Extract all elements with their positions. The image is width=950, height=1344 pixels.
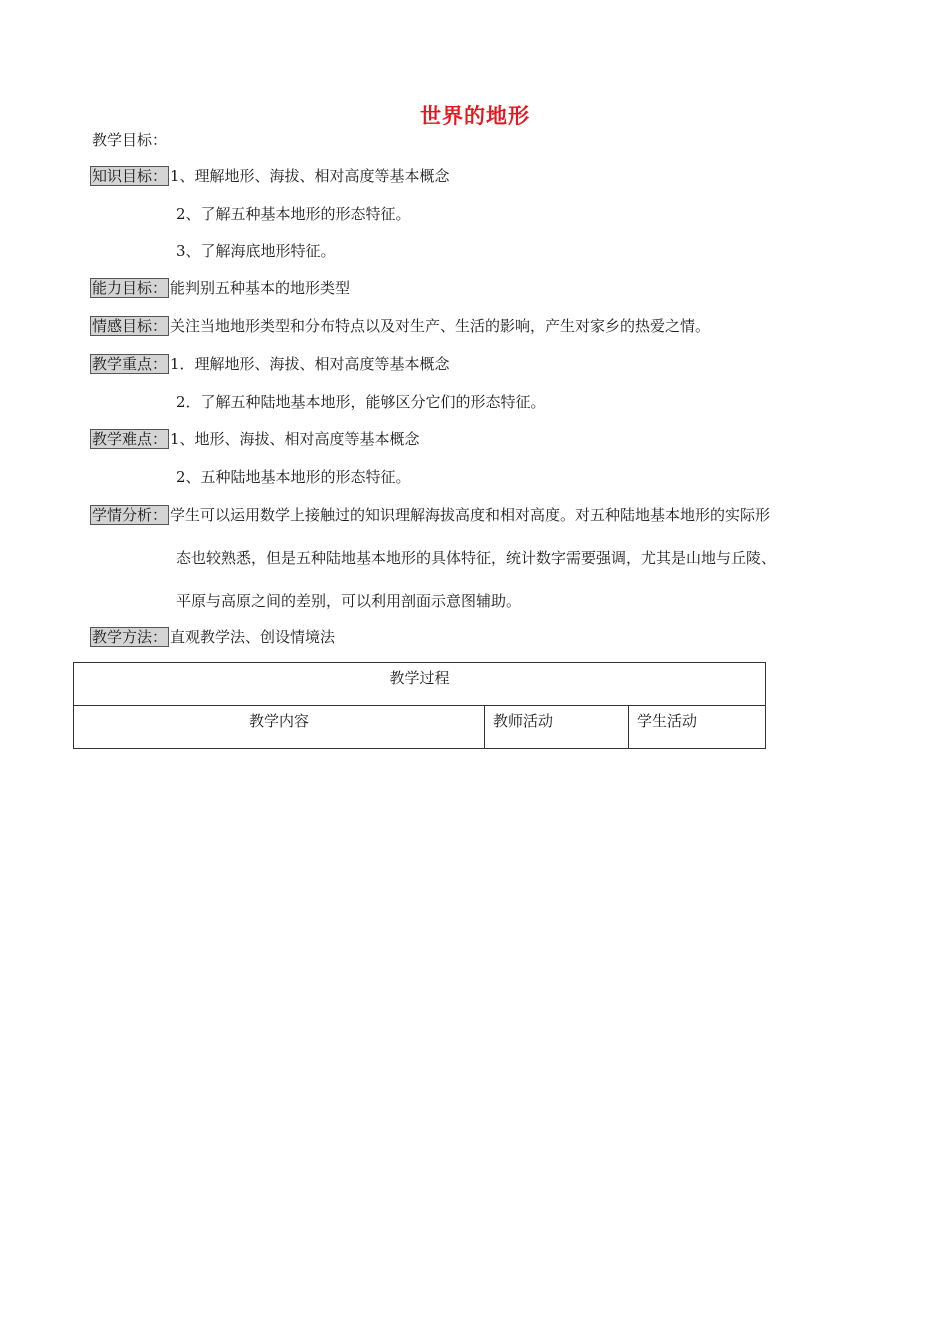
knowledge-goal-row (90, 166, 450, 186)
analysis-row (90, 505, 770, 525)
analysis-line: 态也较熟悉，但是五种陆地基本地形的具体特征，统计数字需要强调，尤其是山地与丘陵、 (176, 549, 777, 567)
knowledge-goal-label: 知识目标： (92, 167, 168, 185)
difficulties-row (90, 429, 420, 449)
column-teaching-content: 教学内容 (74, 706, 485, 749)
emotion-goal-label: 情感目标： (92, 317, 168, 335)
knowledge-goal-item: 1、理解地形、海拔、相对高度等基本概念 (170, 167, 450, 185)
table-columns-row (74, 706, 766, 749)
analysis-line: 学生可以运用数学上接触过的知识理解海拔高度和相对高度。对五种陆地基本地形的实际形 (170, 506, 771, 524)
method-text: 直观教学法、创设情境法 (170, 628, 336, 646)
teaching-process-table (73, 662, 766, 749)
key-points-row (90, 354, 450, 374)
analysis-line: 平原与高原之间的差别，可以利用剖面示意图辅助。 (176, 592, 522, 610)
column-teacher-activity: 教师活动 (485, 706, 629, 749)
difficulty-item: 1、地形、海拔、相对高度等基本概念 (170, 430, 420, 448)
key-point-item: 1．理解地形、海拔、相对高度等基本概念 (170, 355, 450, 373)
column-student-activity: 学生活动 (629, 706, 766, 749)
table-header-row (74, 663, 766, 706)
emotion-goal-text: 关注当地地形类型和分布特点以及对生产、生活的影响，产生对家乡的热爱之情。 (170, 317, 711, 335)
analysis-label: 学情分析： (92, 506, 168, 524)
knowledge-goal-item: 3、了解海底地形特征。 (176, 242, 336, 260)
page-title: 世界的地形 (420, 104, 530, 128)
emotion-goal-row (90, 316, 710, 336)
knowledge-goal-item: 2、了解五种基本地形的形态特征。 (176, 205, 411, 223)
difficulty-item: 2、五种陆地基本地形的形态特征。 (176, 468, 411, 486)
key-points-label: 教学重点： (92, 355, 168, 373)
ability-goal-row (90, 278, 350, 298)
difficulties-label: 教学难点： (92, 430, 168, 448)
method-row (90, 627, 335, 647)
ability-goal-text: 能判别五种基本的地形类型 (170, 279, 351, 297)
method-label: 教学方法： (92, 628, 168, 646)
ability-goal-label: 能力目标： (92, 279, 168, 297)
objectives-intro: 教学目标： (92, 131, 168, 149)
process-header-cell: 教学过程 (74, 663, 766, 706)
key-point-item: 2．了解五种陆地基本地形，能够区分它们的形态特征。 (176, 393, 546, 411)
